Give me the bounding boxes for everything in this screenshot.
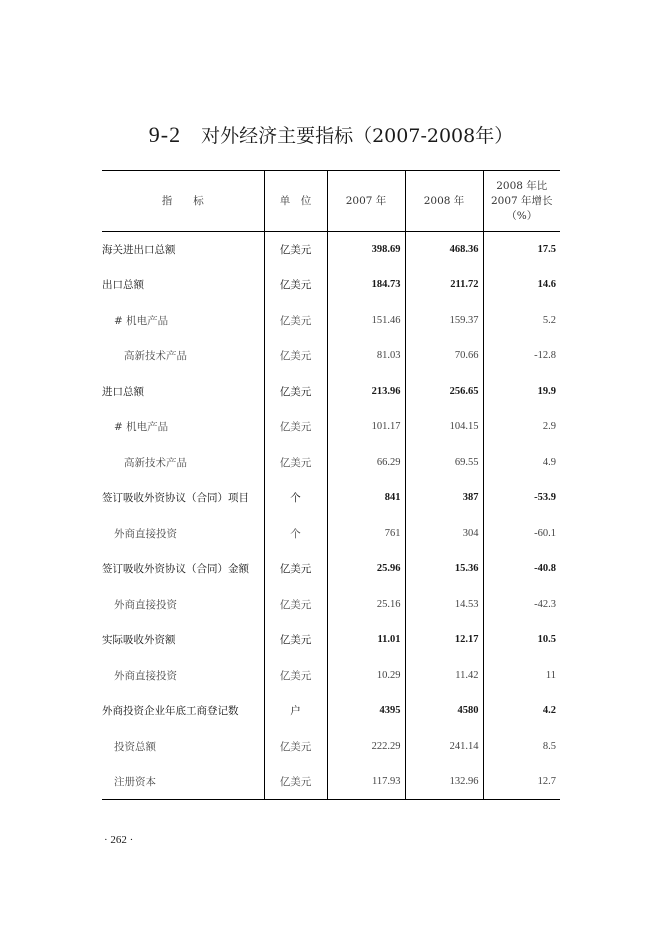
header-2007: 2007 年: [327, 171, 405, 232]
row-growth: 5.2: [483, 303, 560, 339]
row-value-2007: 761: [327, 516, 405, 552]
table-row: [102, 445, 560, 481]
row-unit: 亿美元: [264, 374, 327, 410]
table-number: 9-2: [148, 122, 182, 147]
row-value-2008: 304: [405, 516, 483, 552]
row-value-2007: 841: [327, 480, 405, 516]
row-growth: -12.8: [483, 338, 560, 374]
row-growth: 17.5: [483, 232, 560, 268]
row-value-2007: 151.46: [327, 303, 405, 339]
row-value-2007: 10.29: [327, 658, 405, 694]
page-number: · 262 ·: [104, 834, 134, 846]
row-unit: 个: [264, 516, 327, 552]
header-indicator: 指 标: [102, 171, 264, 232]
table-row: [102, 516, 560, 552]
row-growth: 10.5: [483, 622, 560, 658]
row-value-2007: 398.69: [327, 232, 405, 268]
row-value-2008: 211.72: [405, 267, 483, 303]
table-row: [102, 729, 560, 765]
row-value-2008: 104.15: [405, 409, 483, 445]
table-row: [102, 622, 560, 658]
row-unit: 亿美元: [264, 764, 327, 800]
row-indicator-name: 外商直接投资: [114, 598, 177, 611]
row-unit: 亿美元: [264, 587, 327, 623]
row-growth: -40.8: [483, 551, 560, 587]
row-growth: 4.9: [483, 445, 560, 481]
row-growth: 19.9: [483, 374, 560, 410]
row-value-2007: 11.01: [327, 622, 405, 658]
row-growth: -42.3: [483, 587, 560, 623]
row-unit: 亿美元: [264, 267, 327, 303]
row-growth: 2.9: [483, 409, 560, 445]
row-indicator-name: 高新技术产品: [124, 456, 187, 469]
row-value-2007: 184.73: [327, 267, 405, 303]
table-row: [102, 374, 560, 410]
row-growth: 14.6: [483, 267, 560, 303]
header-growth: [483, 171, 560, 232]
row-value-2007: 222.29: [327, 729, 405, 765]
row-indicator-name: 签订吸收外资协议（合同）项目: [102, 492, 249, 505]
table-title: 对外经济主要指标（2007-2008年）: [201, 125, 514, 147]
row-indicator-name: 投资总额: [114, 740, 156, 753]
row-growth: 4.2: [483, 693, 560, 729]
row-unit: 亿美元: [264, 658, 327, 694]
row-unit: 亿美元: [264, 729, 327, 765]
row-indicator-name: 外商直接投资: [114, 669, 177, 682]
header-growth-line3: （%）: [506, 209, 538, 222]
row-value-2008: 256.65: [405, 374, 483, 410]
row-value-2008: 14.53: [405, 587, 483, 623]
row-indicator-name: 高新技术产品: [124, 350, 187, 363]
row-value-2007: 117.93: [327, 764, 405, 800]
table-row: [102, 267, 560, 303]
table-row: [102, 551, 560, 587]
row-value-2008: 4580: [405, 693, 483, 729]
row-unit: 亿美元: [264, 445, 327, 481]
row-value-2007: 101.17: [327, 409, 405, 445]
row-value-2008: 11.42: [405, 658, 483, 694]
row-unit: 亿美元: [264, 303, 327, 339]
table-row: [102, 303, 560, 339]
row-unit: 户: [264, 693, 327, 729]
header-unit: 单 位: [264, 171, 327, 232]
row-value-2008: 132.96: [405, 764, 483, 800]
table-row: [102, 693, 560, 729]
table-row: [102, 764, 560, 800]
row-unit: 亿美元: [264, 232, 327, 268]
row-growth: 8.5: [483, 729, 560, 765]
row-value-2008: 159.37: [405, 303, 483, 339]
row-growth: 11: [483, 658, 560, 694]
row-value-2008: 70.66: [405, 338, 483, 374]
row-value-2008: 387: [405, 480, 483, 516]
table-row: [102, 658, 560, 694]
row-value-2008: 12.17: [405, 622, 483, 658]
row-indicator-name: 签订吸收外资协议（合同）金额: [102, 563, 249, 576]
row-value-2007: 213.96: [327, 374, 405, 410]
row-indicator-name: # 机电产品: [114, 421, 169, 434]
row-indicator-name: 进口总额: [102, 385, 144, 398]
row-value-2007: 25.16: [327, 587, 405, 623]
row-unit: 个: [264, 480, 327, 516]
row-value-2007: 66.29: [327, 445, 405, 481]
table-row: [102, 338, 560, 374]
header-growth-line2: 2007 年增长: [490, 194, 553, 207]
row-indicator-name: 外商投资企业年底工商登记数: [102, 705, 239, 718]
table-header-row: [102, 171, 560, 232]
table-row: [102, 480, 560, 516]
row-indicator-name: 注册资本: [102, 764, 264, 800]
header-growth-line1: 2008 年比: [496, 179, 548, 192]
row-value-2008: 69.55: [405, 445, 483, 481]
row-indicator-name: 海关进出口总额: [102, 244, 176, 256]
row-value-2007: 4395: [327, 693, 405, 729]
table-row: [102, 587, 560, 623]
indicators-table: [102, 170, 560, 800]
row-indicator-name: 出口总额: [102, 279, 144, 292]
row-value-2008: 15.36: [405, 551, 483, 587]
row-growth: 12.7: [483, 764, 560, 800]
row-growth: -60.1: [483, 516, 560, 552]
row-indicator-name: 实际吸收外资额: [102, 634, 176, 647]
row-unit: 亿美元: [264, 551, 327, 587]
row-value-2008: 468.36: [405, 232, 483, 268]
row-indicator-name: 外商直接投资: [114, 527, 177, 540]
row-unit: 亿美元: [264, 409, 327, 445]
header-2008: 2008 年: [405, 171, 483, 232]
row-value-2008: 241.14: [405, 729, 483, 765]
row-growth: -53.9: [483, 480, 560, 516]
row-value-2007: 25.96: [327, 551, 405, 587]
row-indicator-name: # 机电产品: [114, 314, 169, 327]
page-title: [0, 121, 662, 148]
row-unit: 亿美元: [264, 338, 327, 374]
table-row: [102, 409, 560, 445]
row-value-2007: 81.03: [327, 338, 405, 374]
row-unit: 亿美元: [264, 622, 327, 658]
table-row: [102, 232, 560, 268]
